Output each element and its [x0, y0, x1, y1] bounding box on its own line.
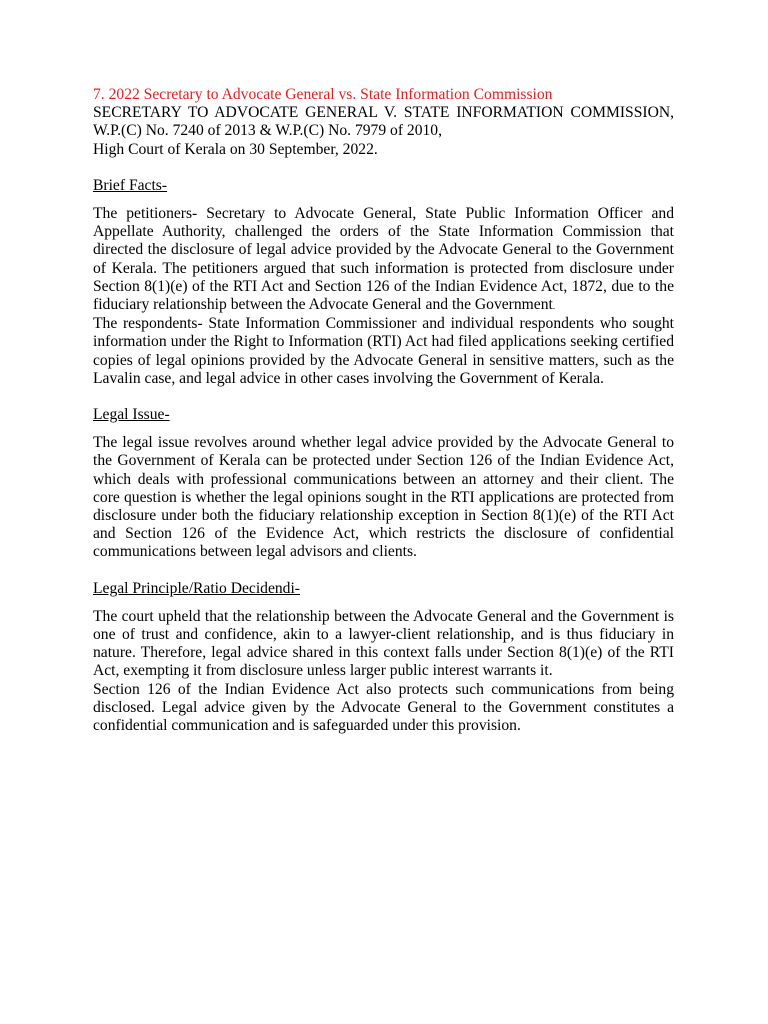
legal-issue-paragraph-1: The legal issue revolves around whether legal advice provided by the Advocate General to the Government of Kerala can be protected under Section 126 of the Indian Evidence Act, which deals with professional communications between an attorney and their client. The core question is whether the legal opinions sought in the RTI applications are protected from disclosure under both the fiduciary relationship exception in Section 8(1)(e) of the RTI Act and Section 126 of the Evidence Act, which restricts the disclosure of confidential communications between legal advisors and clients. [93, 434, 674, 561]
brief-facts-paragraph-2: The respondents- State Information Commissioner and individual respondents who sought information under the Right to Information (RTI) Act had filed applications seeking certified copies of legal opinions provided by the Advocate General in sensitive matters, such as the Lavalin case, and legal advice in other cases involving the Government of Kerala. [93, 315, 674, 387]
case-title: 7. 2022 Secretary to Advocate General vs. State Information Commission [93, 86, 553, 103]
brief-facts-paragraph-1-text: The petitioners- Secretary to Advocate General, State Public Information Officer and Appellate Authority, challenged the orders of the State Information Commission that directed the disclosure of legal advice provided by the Advocate General to the Government of Kerala. The petitioners argued that such information is protected from disclosure under Section 8(1)(e) of the RTI Act and Section 126 of the Indian Evidence Act, 1872, due to the fiduciary relationship between the Advocate General and the Government [93, 205, 674, 314]
court-date-line: High Court of Kerala on 30 September, 2022. [93, 140, 378, 158]
case-citation: SECRETARY TO ADVOCATE GENERAL V. STATE INFORMATION COMMISSION, W.P.(C) No. 7240 of 2013 & W.P.(C) No. 7979 of 2010, [93, 104, 674, 140]
section-heading-legal-principle: Legal Principle/Ratio Decidendi- [93, 579, 300, 597]
section-heading-brief-facts: Brief Facts- [93, 176, 168, 194]
document-page [93, 86, 674, 735]
section-heading-legal-issue: Legal Issue- [93, 406, 170, 424]
legal-principle-paragraph-1: The court upheld that the relationship between the Advocate General and the Government is one of trust and confidence, akin to a lawyer-client relationship, and is thus fiduciary in nature. Therefore, legal advice shared in this context falls under Section 8(1)(e) of the RTI Act, exempting it from disclosure unless larger public interest warrants it. [93, 607, 674, 680]
brief-facts-paragraph-1 [93, 205, 674, 315]
legal-principle-paragraph-2: Section 126 of the Indian Evidence Act also protects such communications from being disclosed. Legal advice given by the Advocate General to the Government constitutes a confidential communication and is safeguarded under this provision. [93, 680, 674, 735]
brief-facts-trailing-dot: . [552, 301, 556, 312]
